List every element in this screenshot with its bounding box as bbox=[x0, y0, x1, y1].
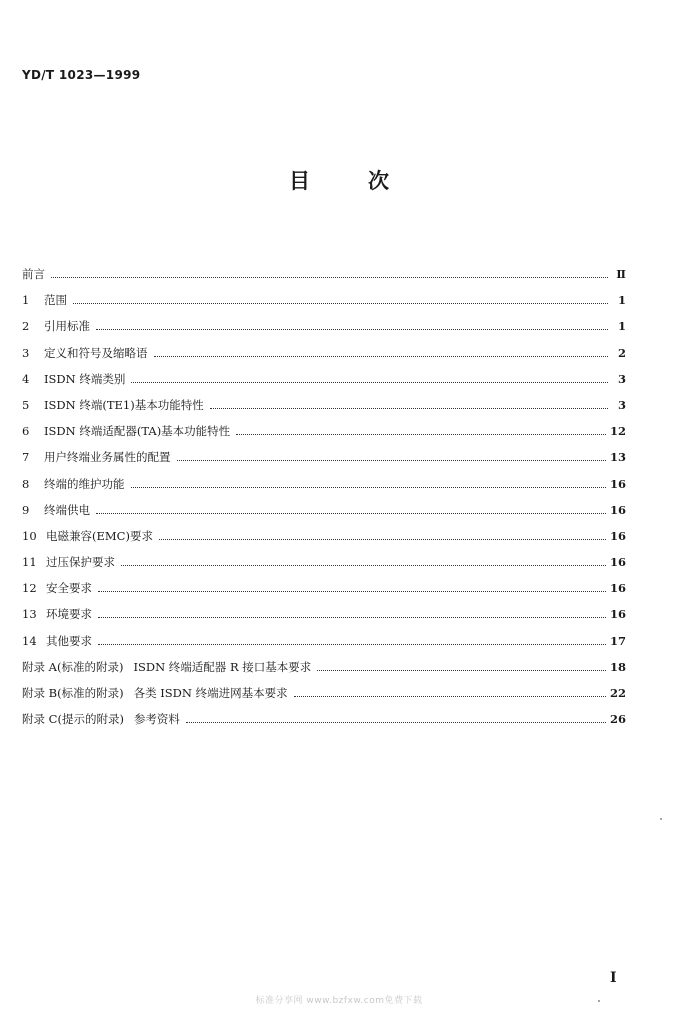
toc-leader-dots bbox=[98, 591, 606, 592]
toc-entry-appendix-a[interactable] bbox=[22, 659, 626, 685]
page-title: 目次 bbox=[289, 169, 447, 193]
toc-entry-number: 14 bbox=[22, 633, 37, 648]
toc-entry-appendix-b[interactable] bbox=[22, 685, 626, 711]
toc-entry-title: 环境要求 bbox=[46, 607, 92, 622]
appendix-label: 附录 B(标准的附录) bbox=[22, 686, 124, 700]
toc-entry-page: 16 bbox=[609, 607, 626, 622]
toc-entry-number: 8 bbox=[22, 476, 30, 491]
toc-entry-title: 其他要求 bbox=[46, 633, 92, 648]
toc-entry-title: 前言 bbox=[22, 267, 45, 281]
toc-entry-number: 12 bbox=[22, 581, 37, 596]
toc-entry-number: 9 bbox=[22, 502, 30, 517]
toc-entry-number: 11 bbox=[22, 555, 37, 570]
toc-leader-dots bbox=[96, 329, 608, 330]
toc-entry-number: 10 bbox=[22, 528, 37, 543]
toc-entry-number: 6 bbox=[22, 424, 30, 439]
toc-entry-12[interactable] bbox=[22, 580, 626, 606]
table-of-contents bbox=[22, 266, 626, 737]
toc-entry-11[interactable] bbox=[22, 554, 626, 580]
toc-leader-dots bbox=[236, 434, 606, 435]
toc-entry-1[interactable] bbox=[22, 292, 626, 318]
toc-entry-title: 安全要求 bbox=[46, 581, 92, 596]
toc-entry-page: 26 bbox=[609, 712, 626, 727]
toc-leader-dots bbox=[159, 539, 606, 540]
toc-entry-title: 引用标准 bbox=[44, 319, 90, 334]
toc-entry-14[interactable] bbox=[22, 633, 626, 659]
appendix-label: 附录 A(标准的附录) bbox=[22, 659, 124, 674]
toc-leader-dots bbox=[210, 408, 608, 409]
toc-entry-title: ISDN 终端(TE1)基本功能特性 bbox=[44, 397, 204, 412]
toc-entry-appendix-c[interactable] bbox=[22, 711, 626, 737]
toc-entry-6[interactable] bbox=[22, 423, 626, 449]
toc-entry-page: 16 bbox=[609, 555, 626, 570]
toc-entry-page: 3 bbox=[617, 371, 626, 386]
toc-leader-dots bbox=[98, 644, 606, 645]
toc-leader-dots bbox=[121, 565, 606, 566]
toc-entry-13[interactable] bbox=[22, 606, 626, 632]
standard-code: YD/T 1023—1999 bbox=[22, 68, 141, 82]
toc-leader-dots bbox=[73, 303, 608, 304]
toc-entry-page: 2 bbox=[617, 345, 626, 360]
toc-entry-page: 12 bbox=[609, 424, 626, 439]
toc-entry-number: 3 bbox=[22, 345, 30, 360]
toc-entry-3[interactable] bbox=[22, 345, 626, 371]
toc-entry-page: 1 bbox=[617, 293, 626, 308]
toc-entry-page: 16 bbox=[609, 502, 626, 517]
toc-entry-page: 1 bbox=[617, 319, 626, 334]
toc-leader-dots bbox=[294, 696, 606, 697]
toc-entry-page: 22 bbox=[609, 686, 626, 700]
toc-entry-title: 定义和符号及缩略语 bbox=[44, 345, 148, 360]
toc-entry-title: ISDN 终端适配器 R 接口基本要求 bbox=[133, 659, 312, 674]
toc-entry-title: 用户终端业务属性的配置 bbox=[44, 450, 171, 465]
toc-entry-number: 5 bbox=[22, 397, 30, 412]
toc-leader-dots bbox=[177, 460, 606, 461]
toc-leader-dots bbox=[131, 382, 608, 383]
toc-entry-title: 范围 bbox=[44, 293, 67, 308]
toc-entry-title: ISDN 终端类别 bbox=[44, 371, 126, 386]
toc-entry-page: 13 bbox=[609, 450, 626, 465]
scan-speck bbox=[660, 818, 662, 820]
toc-entry-title: 各类 ISDN 终端进网基本要求 bbox=[133, 686, 288, 700]
toc-entry-9[interactable] bbox=[22, 502, 626, 528]
page-number: I bbox=[610, 970, 617, 986]
toc-entry-page: 3 bbox=[617, 397, 626, 412]
watermark: 标准分享网 www.bzfxw.com免费下载 bbox=[255, 996, 423, 1006]
toc-leader-dots bbox=[131, 487, 606, 488]
toc-entry-number: 7 bbox=[22, 450, 30, 465]
toc-leader-dots bbox=[317, 670, 606, 671]
toc-entry-title: 终端的维护功能 bbox=[44, 476, 125, 491]
appendix-label: 附录 C(提示的附录) bbox=[22, 712, 124, 727]
toc-entry-8[interactable] bbox=[22, 476, 626, 502]
toc-entry-foreword[interactable] bbox=[22, 266, 626, 292]
toc-entry-2[interactable] bbox=[22, 318, 626, 344]
toc-entry-number: 13 bbox=[22, 607, 37, 622]
toc-entry-title: 过压保护要求 bbox=[46, 555, 115, 570]
toc-entry-title: ISDN 终端适配器(TA)基本功能特性 bbox=[44, 424, 231, 439]
toc-entry-title: 参考资料 bbox=[133, 712, 180, 727]
toc-entry-page: 18 bbox=[609, 659, 626, 674]
toc-entry-page: 17 bbox=[609, 633, 626, 648]
toc-entry-5[interactable] bbox=[22, 397, 626, 423]
toc-entry-page: 16 bbox=[609, 528, 626, 543]
toc-entry-10[interactable] bbox=[22, 528, 626, 554]
toc-entry-number: 1 bbox=[22, 293, 30, 308]
toc-entry-number: 4 bbox=[22, 371, 30, 386]
toc-entry-page: 16 bbox=[609, 476, 626, 491]
toc-entry-title: 电磁兼容(EMC)要求 bbox=[46, 528, 153, 543]
toc-leader-dots bbox=[51, 277, 608, 278]
toc-leader-dots bbox=[186, 722, 606, 723]
toc-leader-dots bbox=[98, 617, 606, 618]
toc-leader-dots bbox=[154, 356, 609, 357]
toc-entry-page: 16 bbox=[609, 581, 626, 596]
toc-entry-number: 2 bbox=[22, 319, 30, 334]
toc-entry-7[interactable] bbox=[22, 449, 626, 475]
toc-entry-title: 终端供电 bbox=[44, 502, 90, 517]
toc-entry-4[interactable] bbox=[22, 371, 626, 397]
toc-leader-dots bbox=[96, 513, 606, 514]
toc-entry-page: Ⅱ bbox=[616, 267, 626, 281]
